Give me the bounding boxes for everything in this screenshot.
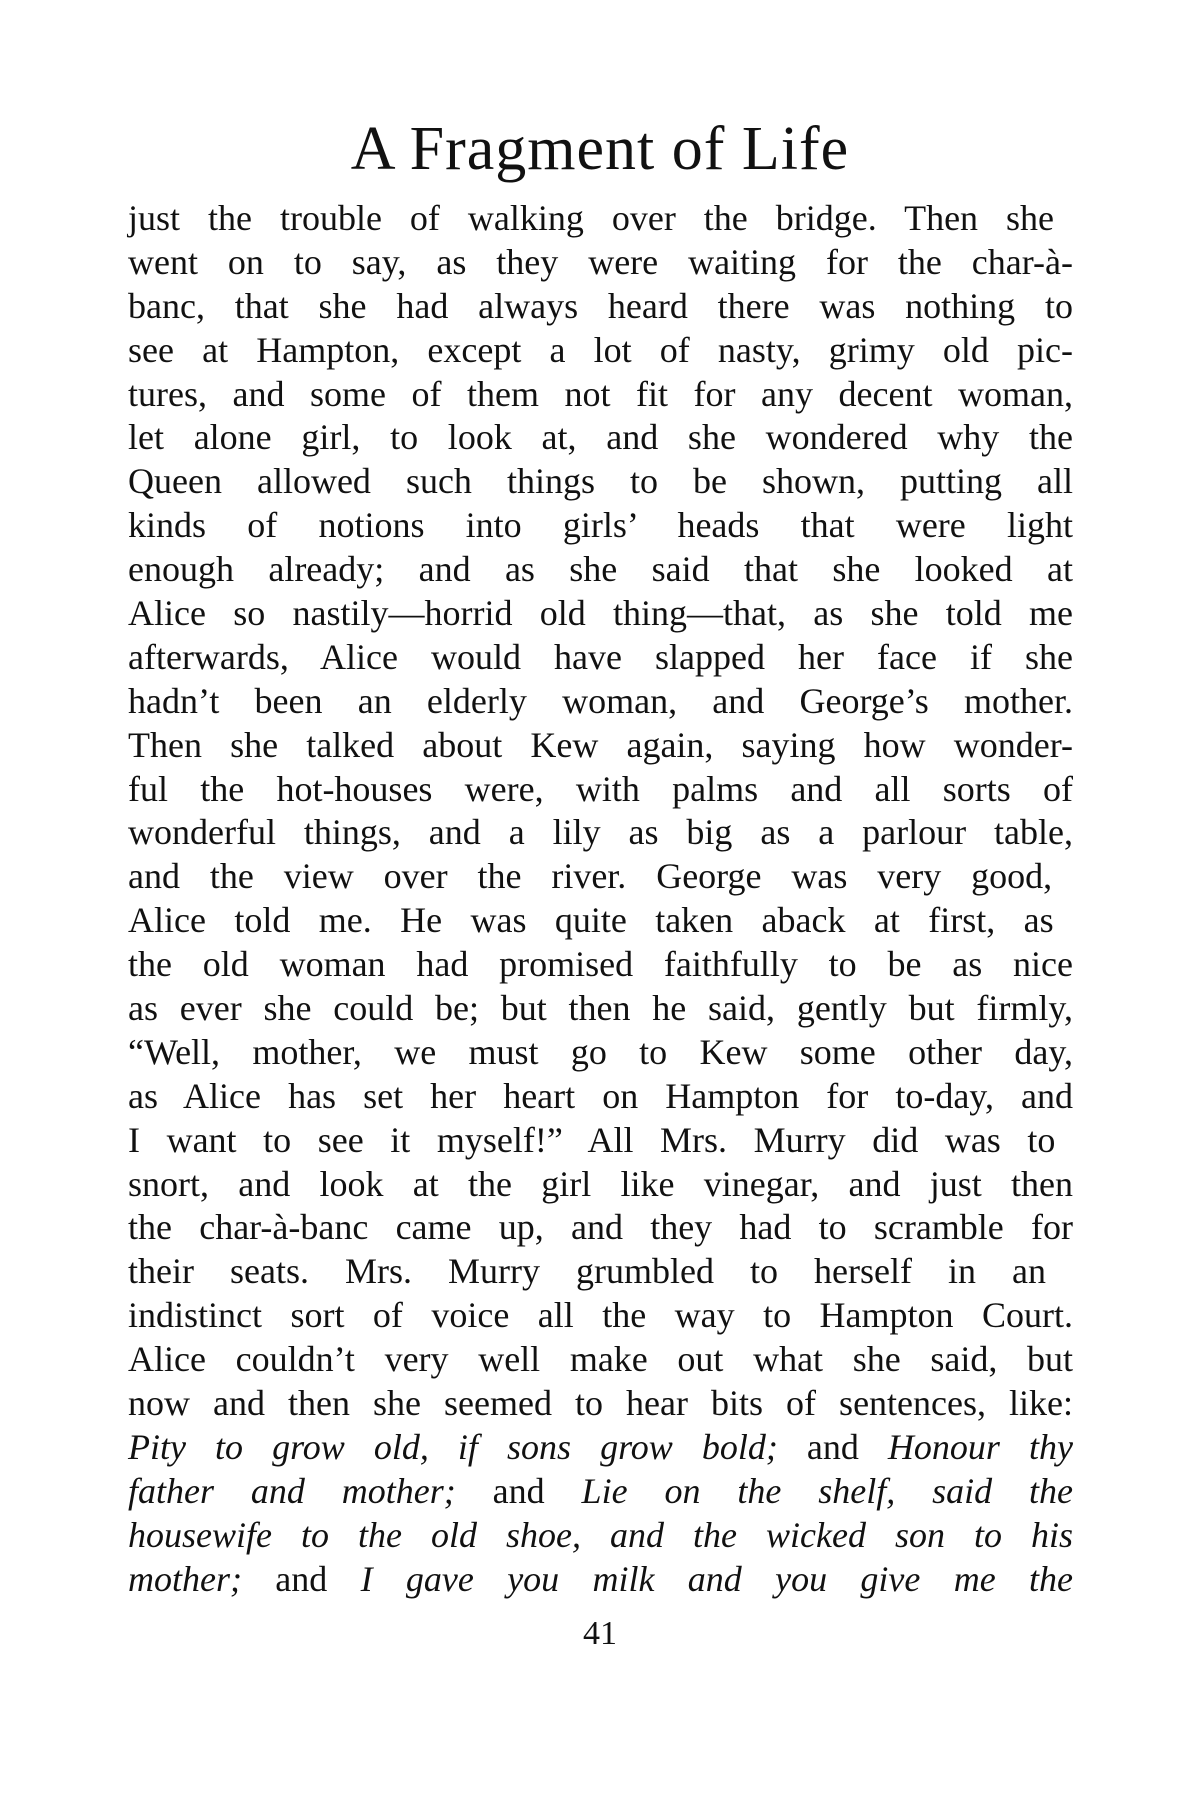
text-line: kinds of notions into girls’ heads that were light xyxy=(128,505,1073,546)
italic-run: Lie on the shelf, said the xyxy=(581,1470,1074,1511)
text-line: the char-à-banc came up, and they had to scramble for xyxy=(128,1207,1073,1248)
text-line: indistinct sort of voice all the way to Hampton Court. xyxy=(128,1295,1073,1336)
text-line: snort, and look at the girl like vinegar, and just then xyxy=(128,1163,1073,1204)
text-line: banc, that she had always heard there was nothing to xyxy=(128,285,1073,326)
text-line: afterwards, Alice would have slapped her face if she xyxy=(128,636,1073,677)
running-head: A Fragment of Life xyxy=(350,115,850,183)
text-line: ful the hot-houses were, with palms and all sorts of xyxy=(128,768,1073,809)
text-line: enough already; and as she said that she looked at xyxy=(128,549,1073,590)
text-line: the old woman had promised faithfully to be as nice xyxy=(128,944,1073,985)
roman-run: and xyxy=(777,1426,888,1467)
italic-run: father and mother; xyxy=(128,1470,456,1511)
text-line: hadn’t been an elderly woman, and George’s mother. xyxy=(128,680,1073,721)
text-line-mixed xyxy=(128,1514,1073,1558)
roman-run: and xyxy=(241,1558,361,1599)
text-line: just the trouble of walking over the bridge. Then she xyxy=(128,198,1055,238)
text-line: as Alice has set her heart on Hampton for to-day, and xyxy=(128,1075,1073,1116)
text-line: Queen allowed such things to be shown, putting all xyxy=(128,461,1073,502)
text-line: I want to see it myself!” All Mrs. Murry did was to xyxy=(128,1119,1056,1160)
text-line: now and then she seemed to hear bits of sentences, like: xyxy=(128,1383,1073,1424)
text-line: as ever she could be; but then he said, gently but firmly, xyxy=(128,988,1073,1029)
italic-run: I gave you milk and you give me the xyxy=(360,1558,1073,1599)
italic-run: Honour thy xyxy=(887,1426,1073,1467)
text-line: and the view over the river. George was very good, xyxy=(128,856,1053,897)
text-line: Alice told me. He was quite taken aback at first, as xyxy=(128,900,1054,941)
italic-run: housewife to the old shoe, and the wicked son to his xyxy=(128,1514,1073,1555)
text-line-mixed xyxy=(128,1470,1073,1514)
text-line-mixed xyxy=(128,1558,1073,1602)
text-line: Then she talked about Kew again, saying how wonder- xyxy=(128,724,1073,765)
text-line: Alice couldn’t very well make out what she said, but xyxy=(128,1339,1073,1380)
roman-run: and xyxy=(455,1470,582,1511)
text-line: tures, and some of them not fit for any decent woman, xyxy=(128,373,1073,414)
text-line: wonderful things, and a lily as big as a parlour table, xyxy=(128,812,1073,853)
text-line: see at Hampton, except a lot of nasty, grimy old pic- xyxy=(128,329,1073,370)
text-line-mixed xyxy=(128,1426,1073,1470)
text-line: Alice so nastily—horrid old thing—that, as she told me xyxy=(128,593,1073,634)
text-line: let alone girl, to look at, and she wondered why the xyxy=(128,417,1073,458)
body-text xyxy=(128,197,1073,1602)
italic-run: Pity to grow old, if sons grow bold; xyxy=(128,1426,778,1467)
text-line: went on to say, as they were waiting for the char-à- xyxy=(128,241,1073,282)
page-number: 41 xyxy=(583,1615,617,1652)
italic-run: mother; xyxy=(128,1558,242,1599)
text-line: their seats. Mrs. Murry grumbled to herself in an xyxy=(128,1251,1046,1292)
text-line: “Well, mother, we must go to Kew some other day, xyxy=(128,1031,1073,1072)
